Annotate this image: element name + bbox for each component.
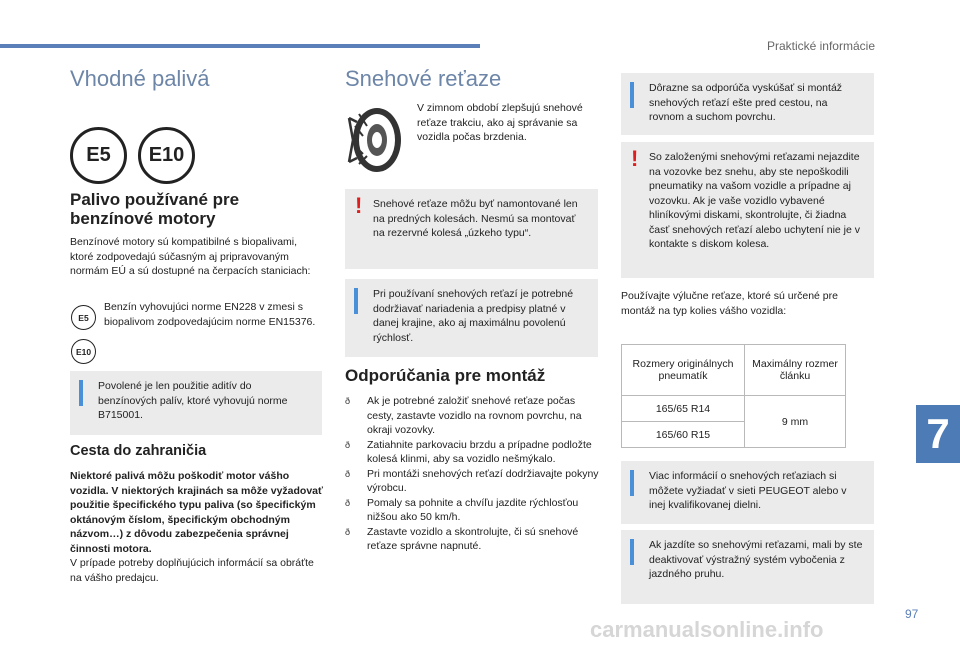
petrol-heading: Palivo používané pre benzínové motory bbox=[70, 190, 240, 228]
abroad-warning: Niektoré palivá môžu poškodiť motor vášho vozidla. V niektorých krajinách sa môže vyžadovať použitie špecifického typu paliva (so špecifickým oktánovým číslom, špecifickým obchodným názvom…) z dôvodu zabezpečenia správnej činnosti motora. bbox=[70, 470, 324, 555]
list-item: ð Zastavte vozidlo a skontrolujte, či sú snehové reťaze správne napnuté. bbox=[345, 525, 600, 554]
table-cell-max: 9 mm bbox=[745, 396, 846, 448]
abroad-section bbox=[70, 469, 326, 585]
chapter-tab: 7 bbox=[916, 405, 960, 463]
dealer-note-text: Viac informácií o snehových reťaziach si môžete vyžiadať v sieti PEUGEOT alebo v inej kvalifikovanej dielni. bbox=[649, 470, 847, 511]
small-badge-e10 bbox=[71, 339, 96, 364]
lane-departure-note bbox=[621, 530, 874, 604]
warning-icon: ! bbox=[355, 193, 363, 218]
table-header-max: Maximálny rozmer článku bbox=[745, 345, 846, 396]
lane-departure-note-text: Ak jazdíte so snehovými reťazami, mali by ste deaktivovať výstražný systém vybočenia z jazdného pruhu. bbox=[649, 539, 863, 580]
list-item: ð Ak je potrebné založiť snehové reťaze počas cesty, zastavte vozidlo na rovnom povrchu, na okraji vozovky. bbox=[345, 394, 600, 438]
info-icon bbox=[630, 470, 634, 496]
chains-intro: V zimnom období zlepšujú snehové reťaze trakciu, ako aj správanie sa vozidla počas brzdenia. bbox=[417, 102, 583, 143]
list-item: ð Pomaly sa pohnite a chvíľu jazdite rýchlosťou nižšou ako 50 km/h. bbox=[345, 496, 600, 525]
abroad-text: V prípade potreby doplňujúcich informácií sa obráťte na vášho predajcu. bbox=[70, 557, 314, 584]
snow-chain-tire-icon bbox=[345, 106, 403, 174]
top-accent-bar bbox=[0, 44, 480, 48]
list-item: ð Pri montáži snehových reťazí dodržiavajte pokyny výrobcu. bbox=[345, 467, 600, 496]
chains-warning-text: Snehové reťaze môžu byť namontované len na predných kolesách. Nesmú sa montovať na rezervné kolesá „úzkeho typu“. bbox=[373, 198, 578, 239]
fuel-badge-e5 bbox=[70, 127, 127, 184]
no-snow-warning-text: So založenými snehovými reťazami nejazdite na vozovke bez snehu, aby ste nepoškodili pneumatiky na vašom vozidle a prípadne aj vozovku. Ak je vaše vozidlo vybavené hliníkovými diskami, skontrolujte, či žiadna časť snehových reťazí alebo uchytení nie je v kontakte s diskom kolesa. bbox=[649, 151, 860, 250]
fuel-badge-e10 bbox=[138, 127, 195, 184]
table-cell-size: 165/65 R14 bbox=[622, 396, 745, 422]
warning-icon: ! bbox=[631, 146, 639, 171]
additive-note bbox=[70, 371, 322, 435]
fuels-title: Vhodné palivá bbox=[70, 66, 210, 91]
dealer-note bbox=[621, 461, 874, 524]
practice-note-text: Dôrazne sa odporúča vyskúšať si montáž snehových reťazí ešte pred cestou, na rovnom a suchom povrchu. bbox=[649, 82, 843, 123]
chain-size-table bbox=[621, 344, 846, 448]
e5-badge: E5 bbox=[70, 127, 127, 184]
e5-small-badge: E5 bbox=[71, 305, 96, 330]
list-item: ð Zatiahnite parkovaciu brzdu a prípadne podložte kolesá klinmi, aby sa vozidlo nešmýkalo. bbox=[345, 438, 600, 467]
additive-note-text: Povolené je len použitie aditív do benzínových palív, ktoré vyhovujú norme B715001. bbox=[98, 380, 288, 421]
no-snow-warning-note bbox=[621, 142, 874, 278]
page-number: 97 bbox=[905, 607, 919, 621]
tips-heading: Odporúčania pre montáž bbox=[345, 366, 546, 385]
table-header-size: Rozmery originálnych pneumatík bbox=[622, 345, 745, 396]
info-icon bbox=[630, 82, 634, 108]
watermark: carmanualsonline.info bbox=[590, 617, 824, 642]
practice-note bbox=[621, 73, 874, 135]
petrol-intro: Benzínové motory sú kompatibilné s biopalivami, ktoré zodpovedajú súčasným aj pripravovaným normám EÚ a sú dostupné na čerpacích staniciach: bbox=[70, 236, 311, 277]
table-cell-size: 165/60 R15 bbox=[622, 422, 745, 448]
usage-text: Používajte výlučne reťaze, ktoré sú určené pre montáž na typ kolies vášho vozidla: bbox=[621, 290, 838, 317]
e10-small-badge: E10 bbox=[71, 339, 96, 364]
info-icon bbox=[79, 380, 83, 406]
e10-badge: E10 bbox=[138, 127, 195, 184]
chains-warning-note bbox=[345, 189, 598, 269]
info-icon bbox=[630, 539, 634, 565]
norm-text: Benzín vyhovujúci norme EN228 v zmesi s biopalivom zodpovedajúcim norme EN15376. bbox=[104, 301, 316, 328]
section-label: Praktické informácie bbox=[766, 39, 875, 53]
chains-rules-text: Pri používaní snehových reťazí je potrebné dodržiavať nariadenia a predpisy platné v danej krajine, ako aj maximálnu povolenú rýchlosť. bbox=[373, 288, 574, 344]
small-badge-e5 bbox=[71, 305, 96, 330]
chains-rules-note bbox=[345, 279, 598, 357]
chains-title: Snehové reťaze bbox=[345, 66, 502, 91]
info-icon bbox=[354, 288, 358, 314]
tips-list bbox=[345, 394, 600, 554]
abroad-heading: Cesta do zahraničia bbox=[70, 443, 207, 459]
